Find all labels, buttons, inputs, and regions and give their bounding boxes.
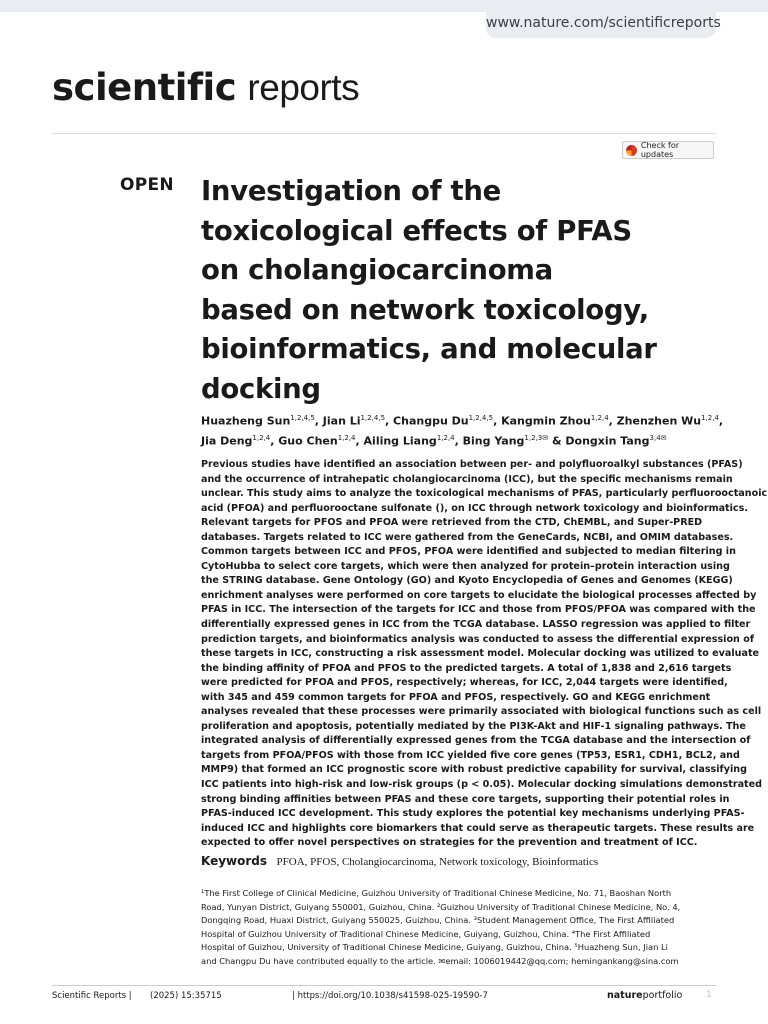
abstract-line: PFAS in ICC. The intersection of the targets for ICC and those from PFOS/PFOA was compared with the (201, 604, 756, 616)
author-affiliations: 1,2,4 (337, 433, 356, 442)
title-line: Investigation of the (201, 175, 501, 207)
author-name[interactable]: Changpu Du (393, 414, 469, 428)
title-line: docking (201, 372, 321, 405)
title-line: based on network toxicology, (201, 293, 649, 326)
keywords (201, 854, 598, 868)
affiliation-line: Hospital of Guizhou, University of Traditional Chinese Medicine, Guiyang, Guizhou, China. ⁵Huazheng Sun, Jian Li (201, 942, 668, 953)
author-line: Huazheng Sun$^{1,2,4,5}$, Jian Li$^{1,2,4,5}$, Changpu Du$^{1,2,4,5}$, Kangmin Zhou$^{1,2,4}$, Zhenzhen Wu$^{1,2,4}$, (201, 414, 724, 428)
abstract-line: Relevant targets for PFOS and PFOA were retrieved from the CTD, ChEMBL, and Super-PRED (201, 517, 703, 529)
open-access-label: OPEN (120, 175, 174, 195)
journal-logo[interactable] (52, 66, 359, 109)
author-name[interactable]: Zhenzhen Wu (616, 414, 702, 428)
title-line: on cholangiocarcinoma (201, 254, 553, 286)
abstract-line: were predicted for PFOA and PFOS, respectively; whereas, for ICC, 2,044 targets were identified, (201, 677, 728, 689)
author-affiliations: 1,2,4 (590, 414, 609, 422)
abstract-line: with 345 and 459 common targets for PFOA and PFOS, respectively. GO and KEGG enrichment (201, 691, 711, 703)
author-affiliations: 1,2,4 (436, 433, 455, 442)
footer-volume: (2025) 15:35715 (150, 991, 222, 1001)
author-affiliations: 1,2,4,5 (360, 414, 386, 422)
abstract-line: strong binding affinities between PFAS and these core targets, supporting their potential roles in (201, 793, 730, 805)
author-affiliations: 1,2,4,5 (468, 414, 494, 422)
top-bar (0, 0, 768, 48)
crossmark-icon (626, 145, 637, 156)
author-name[interactable]: Bing Yang (462, 434, 525, 448)
article-title (201, 172, 657, 409)
brand-bold: nature (607, 990, 643, 1001)
author-name[interactable]: Jia Deng (201, 434, 253, 448)
affiliation-line: Road, Yunyan District, Guiyang 550001, Guizhou, China. ²Guizhou University of Traditional Chinese Medicine, No. 4, (201, 901, 681, 912)
abstract-line: Common targets between ICC and PFOS, PFOA were identified and subjected to median filtering in (201, 546, 736, 558)
page-number: 1 (706, 990, 712, 1000)
author-name[interactable]: Kangmin Zhou (501, 414, 591, 428)
footer-journal: Scientific Reports | (52, 991, 132, 1001)
publisher-logo[interactable] (607, 990, 682, 1001)
author-list (201, 410, 724, 449)
abstract-line: prediction targets, and bioinformatics analysis was conducted to assess the differential expression of (201, 633, 754, 645)
author-affiliations: 1,2,4 (701, 414, 719, 422)
title-line: toxicological effects of PFAS (201, 214, 632, 247)
author-affiliations: 3,4✉ (649, 433, 667, 442)
brand-light: portfolio (642, 990, 683, 1001)
abstract-line: targets from PFOA/PFOS with those from ICC yielded five core genes (TP53, ESR1, CDH1, BCL2, and (201, 749, 740, 761)
journal-url-link[interactable]: www.nature.com/scientificreports (486, 0, 716, 38)
abstract-line: ICC patients into high-risk and low-risk groups (p < 0.05). Molecular docking simulations demonstrated (201, 779, 763, 791)
footer-divider (52, 985, 716, 986)
abstract-line: enrichment analyses were performed on core targets to elucidate the biological processes affected by (201, 589, 757, 601)
page-footer (52, 991, 716, 1005)
abstract-line: MMP9) that formed an ICC prognostic score with robust predictive capability for survival, classifying (201, 764, 747, 776)
author-name[interactable]: Ailing Liang (363, 434, 437, 448)
header-divider (52, 133, 716, 134)
author-name[interactable]: Dongxin Tang (565, 434, 650, 448)
author-affiliations: 1,2,4,5 (290, 414, 315, 422)
abstract-line: integrated analysis of differentially expressed genes from the TCGA database and the intersection of (201, 735, 751, 747)
abstract-line: and the occurrence of intrahepatic cholangiocarcinoma (ICC), but the specific mechanisms remain (201, 473, 733, 485)
abstract-line: unclear. This study aims to analyze the toxicological mechanisms of PFAS, particularly perfluorooctanoic (201, 488, 768, 500)
keywords-list: PFOA, PFOS, Cholangiocarcinoma, Network toxicology, Bioinformatics (276, 856, 599, 868)
logo-light-text: reports (247, 67, 360, 108)
author-name[interactable]: Guo Chen (278, 434, 338, 448)
affiliation-line: Hospital of Guizhou University of Traditional Chinese Medicine, Guiyang, Guizhou, China. ⁴The First Affiliated (201, 928, 651, 939)
abstract-line: CytoHubba to select core targets, which were then analyzed for protein–protein interaction using (201, 560, 730, 572)
author-line: Jia Deng$^{1,2,4}$, Guo Chen$^{1,2,4}$, Ailing Liang$^{1,2,4}$, Bing Yang$^{1,2,3✉}$ & Dongxin Tang$^{3,4✉}$ (201, 433, 667, 448)
author-name[interactable]: Huazheng Sun (201, 414, 291, 428)
logo-bold-text: scientific (52, 66, 237, 109)
affiliation-line[interactable]: and Changpu Du have contributed equally to the article. ✉email: 1006019442@qq.com; hemingankang@sina.com (201, 955, 679, 966)
affiliations (201, 887, 716, 969)
abstract-line: PFAS-induced ICC development. This study explores the potential key mechanisms underlying PFAS- (201, 808, 745, 820)
abstract-line: acid (PFOA) and perfluorooctane sulfonate (), on ICC through network toxicology and bioinformatics. (201, 502, 748, 514)
affiliation-line: ¹The First College of Clinical Medicine, Guizhou University of Traditional Chinese Medicine, No. 71, Baoshan North (201, 888, 672, 898)
doi-link[interactable]: | https://doi.org/10.1038/s41598-025-19590-7 (292, 991, 488, 1001)
abstract-line: the binding affinity of PFOA and PFOS to the predicted targets. A total of 1,838 and 2,616 targets (201, 662, 732, 674)
author-name[interactable]: Jian Li (322, 414, 361, 428)
keywords-label: Keywords (201, 854, 268, 868)
author-affiliations: 1,2,3✉ (524, 433, 549, 442)
abstract-line: proliferation and apoptosis, potentially mediated by the PI3K-Akt and HIF-1 signaling pathways. The (201, 720, 746, 732)
abstract-line: analyses revealed that these processes were primarily associated with biological functions such as cell (201, 706, 762, 718)
author-affiliations: 1,2,4 (252, 433, 271, 442)
abstract-line: induced ICC and highlights core biomarkers that could serve as therapeutic targets. These results are (201, 822, 755, 834)
abstract-line: Previous studies have identified an association between per- and polyfluoroalkyl substances (PFAS) (201, 459, 743, 470)
affiliation-line: Dongqing Road, Huaxi District, Guiyang 550025, Guizhou, China. ³Student Management Office, The First Affiliated (201, 915, 675, 926)
check-for-updates-button[interactable] (622, 141, 714, 159)
abstract-line: differentially expressed genes in ICC from the TCGA database. LASSO regression was applied to filter (201, 619, 751, 631)
abstract-line: databases. Targets related to ICC were gathered from the GeneCards, NCBI, and OMIM databases. (201, 531, 734, 543)
abstract-line: the STRING database. Gene Ontology (GO) and Kyoto Encyclopedia of Genes and Genomes (KEGG) (201, 575, 733, 587)
abstract-line: these targets in ICC, constructing a risk assessment model. Molecular docking was utilized to evaluate (201, 648, 760, 660)
abstract-line: expected to offer novel perspectives on strategies for the prevention and treatment of ICC. (201, 837, 698, 849)
check-for-updates-label: Check for updates (640, 141, 680, 159)
abstract (201, 458, 768, 851)
title-line: bioinformatics, and molecular (201, 333, 657, 365)
